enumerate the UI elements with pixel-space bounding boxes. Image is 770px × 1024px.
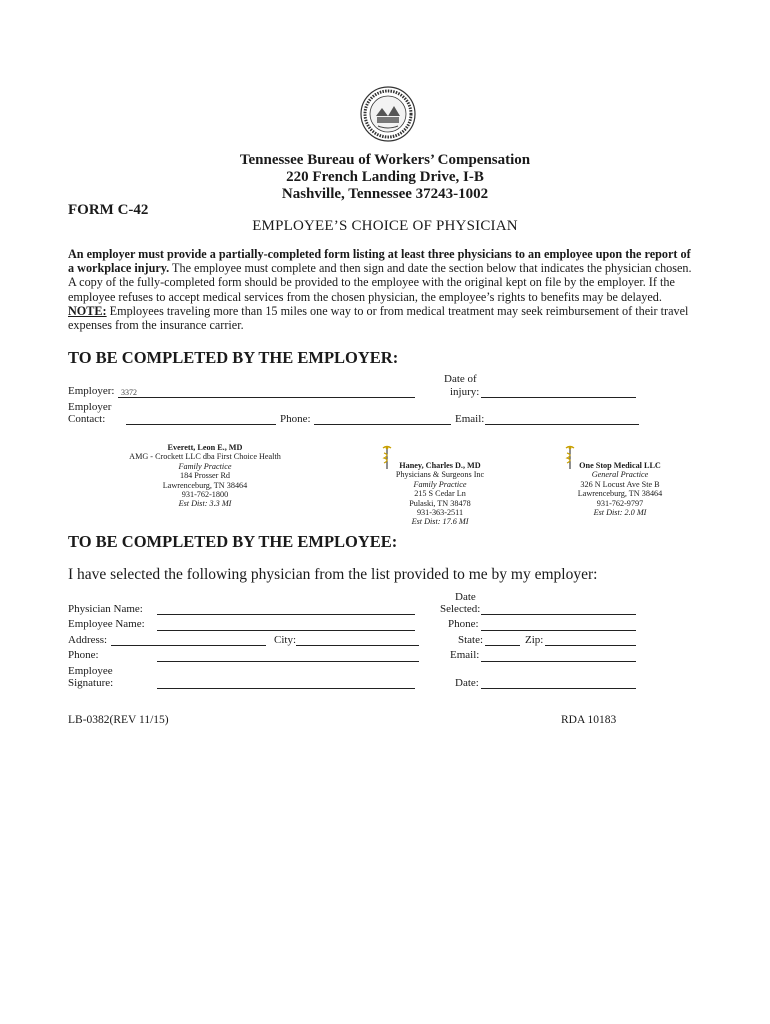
employee-email-field[interactable] (481, 661, 636, 662)
city-label: City: (274, 634, 297, 646)
employee-phone2-field[interactable] (157, 661, 419, 662)
physician-specialty: Family Practice (413, 479, 467, 489)
instructions-paragraph (68, 247, 698, 332)
physician-phone: 931-762-1800 (181, 490, 229, 500)
instructions-text-2: Employees traveling more than 15 miles one way to or from medical treatment may seek reimbursement of their travel expenses from the insurance carrier. (68, 303, 689, 333)
address-label: Address: (68, 634, 108, 646)
state-seal-icon (360, 86, 416, 142)
signature-date-field[interactable] (481, 688, 636, 689)
date-selected-label-1: Date (455, 591, 476, 603)
signature-label-2: Signature: (68, 677, 114, 689)
injury-label: injury: (450, 386, 480, 398)
physician-address: 215 S Cedar Ln (414, 489, 466, 499)
physician-name: One Stop Medical LLC (579, 461, 661, 470)
physician-address: 184 Prosser Rd (179, 471, 231, 481)
physician-name-label: Physician Name: (68, 603, 143, 615)
bureau-name: Tennessee Bureau of Workers’ Compensation (239, 152, 531, 168)
employee-email-label: Email: (450, 649, 480, 661)
form-number: FORM C-42 (68, 202, 149, 218)
city-field[interactable] (296, 645, 419, 646)
state-label: State: (458, 634, 484, 646)
zip-label: Zip: (525, 634, 544, 646)
physician-specialty: Family Practice (178, 461, 232, 471)
physician-option-1[interactable] (110, 443, 300, 509)
physician-name-field[interactable] (157, 614, 415, 615)
physician-city: Pulaski, TN 38478 (409, 498, 471, 508)
form-title: EMPLOYEE’S CHOICE OF PHYSICIAN (252, 218, 518, 234)
employee-name-label: Employee Name: (68, 618, 145, 630)
employee-name-field[interactable] (157, 630, 415, 631)
zip-field[interactable] (545, 645, 636, 646)
selection-statement: I have selected the following physician from the list provided to me by my employer: (68, 566, 598, 583)
physician-option-2[interactable] (350, 461, 530, 527)
physician-option-3[interactable] (530, 461, 710, 517)
employer-email-field[interactable] (485, 424, 639, 425)
physician-distance: Est Dist: 3.3 MI (178, 499, 232, 509)
employee-phone-field[interactable] (481, 630, 636, 631)
employee-phone2-label: Phone: (68, 649, 99, 661)
physician-phone: 931-363-2511 (416, 508, 464, 518)
instructions-text-1: The employee must complete and then sign and date the section below that indicates the physician chosen. A copy of the fully-completed form should be provided to the employee with the original kept on file by the employer. If the employee refuses to accept medical services from the chosen physician, the employee’s rights to benefits may be delayed. (68, 261, 692, 304)
physician-distance: Est Dist: 2.0 MI (593, 508, 647, 518)
address-field[interactable] (111, 645, 266, 646)
employee-phone-label: Phone: (448, 618, 479, 630)
employer-contact-field[interactable] (126, 424, 276, 425)
physician-address: 326 N Locust Ave Ste B (580, 479, 660, 489)
state-field[interactable] (485, 645, 520, 646)
employer-label: Employer: (68, 385, 115, 397)
date-selected-field[interactable] (481, 614, 636, 615)
employee-signature-field[interactable] (157, 688, 415, 689)
physician-name: Haney, Charles D., MD (399, 461, 481, 470)
date-selected-label-2: Selected: (440, 603, 481, 615)
signature-label-1: Employee (68, 665, 113, 677)
physician-distance: Est Dist: 17.6 MI (411, 517, 469, 527)
signature-date-label: Date: (455, 677, 479, 689)
employer-contact-label-2: Contact: (68, 413, 106, 425)
physician-city: Lawrenceburg, TN 38464 (577, 489, 663, 499)
form-revision: LB-0382(REV 11/15) (68, 714, 169, 726)
physician-specialty: General Practice (591, 470, 649, 480)
physician-phone: 931-762-9797 (596, 498, 644, 508)
physician-org: Physicians & Surgeons Inc (395, 470, 485, 480)
instructions-bold: An employer must provide a partially-completed form listing at least three physicians to an employee upon the report of a workplace injury. (68, 247, 691, 276)
bureau-address: 220 French Landing Drive, I-B (286, 169, 484, 185)
physician-org: AMG - Crockett LLC dba First Choice Health (129, 452, 281, 462)
rda-number: RDA 10183 (561, 714, 617, 726)
bureau-city: Nashville, Tennessee 37243-1002 (281, 186, 489, 202)
employee-section-heading: TO BE COMPLETED BY THE EMPLOYEE: (68, 532, 398, 551)
employer-contact-label-1: Employer (68, 401, 112, 413)
note-label: NOTE: (68, 303, 107, 318)
employer-email-label: Email: (455, 413, 485, 425)
date-of-label: Date of (444, 373, 477, 385)
physician-name: Everett, Leon E., MD (167, 443, 243, 452)
date-of-injury-field[interactable] (481, 397, 636, 398)
employer-phone-field[interactable] (314, 424, 451, 425)
employer-value: 3372 (121, 388, 137, 397)
employer-section-heading: TO BE COMPLETED BY THE EMPLOYER: (68, 348, 399, 367)
physician-city: Lawrenceburg, TN 38464 (162, 480, 248, 490)
employer-phone-label: Phone: (280, 413, 311, 425)
employer-field[interactable] (118, 397, 415, 398)
